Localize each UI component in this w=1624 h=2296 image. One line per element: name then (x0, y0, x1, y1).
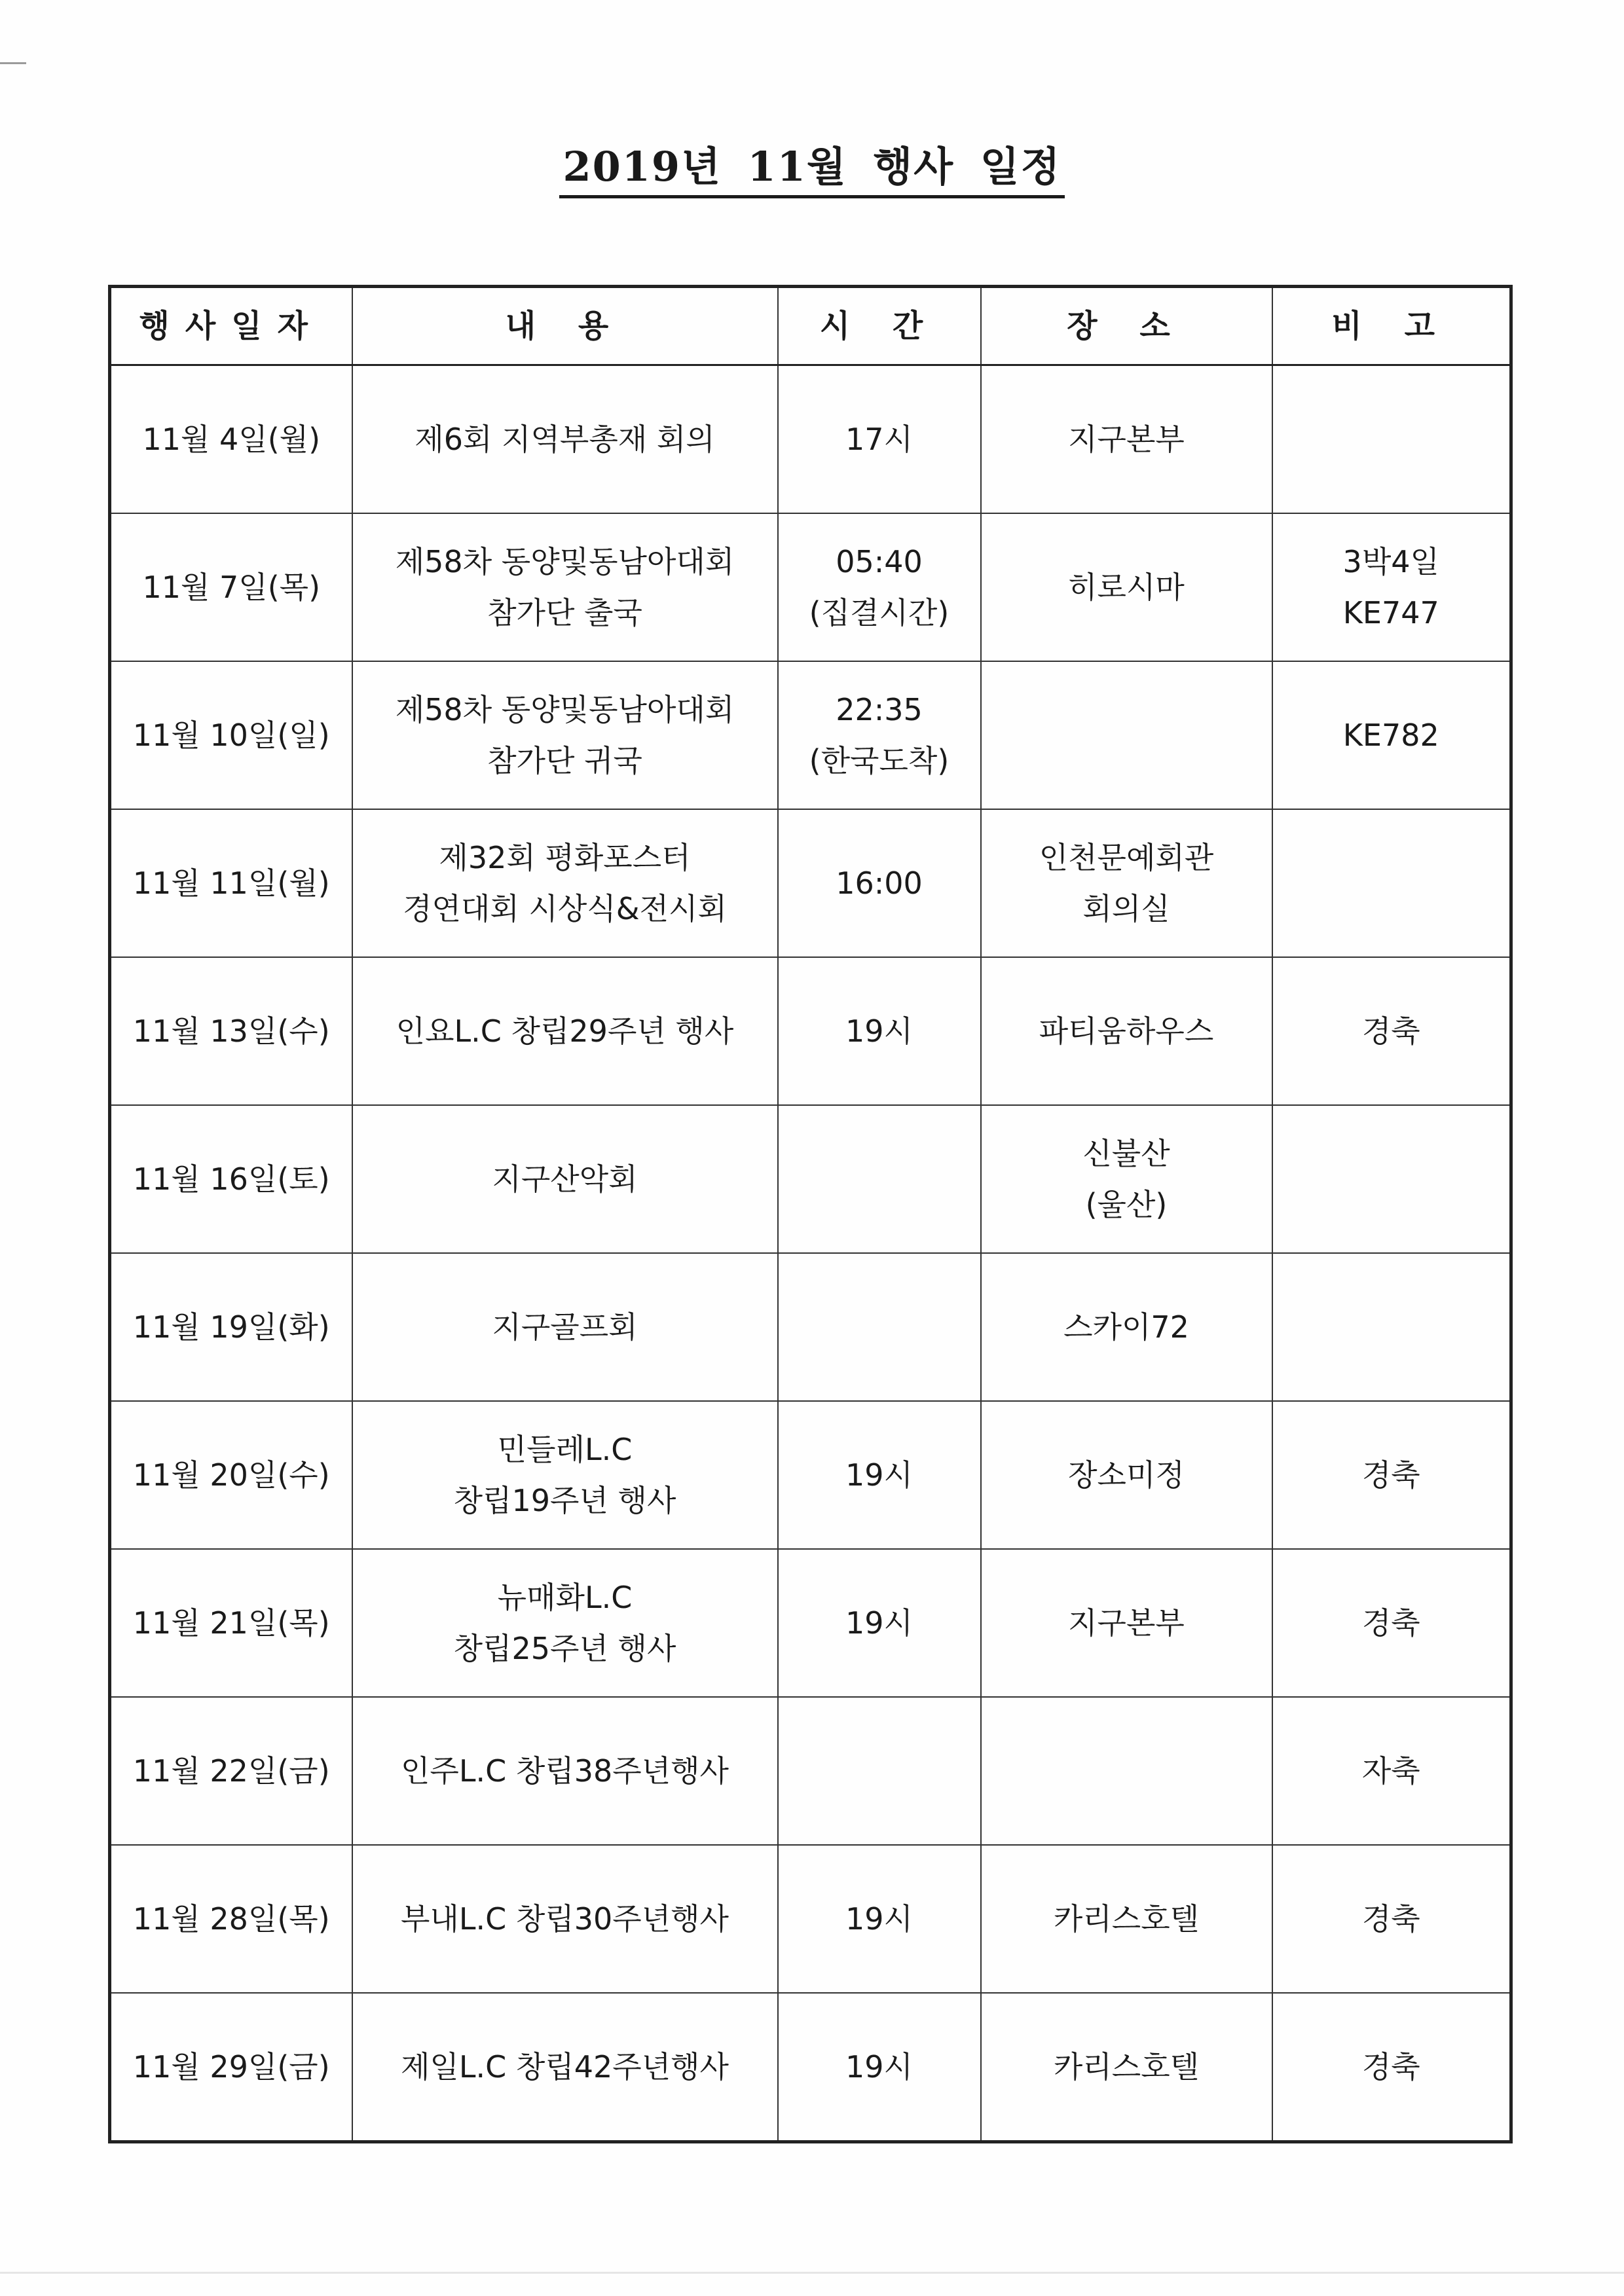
header-note: 비 고 (1272, 287, 1511, 365)
cell-time (778, 1253, 981, 1401)
cell-note-line: KE747 (1342, 595, 1439, 630)
cell-date: 11월 20일(수) (110, 1401, 352, 1549)
cell-place-line: 히로시마 (1068, 570, 1185, 605)
cell-content-line: 참가단 귀국 (487, 743, 642, 778)
cell-place-line: 인천문예회관 (1039, 840, 1214, 875)
cell-time-line: 05:40 (836, 544, 923, 579)
table-row (110, 1993, 1511, 2142)
header-place: 장 소 (981, 287, 1272, 365)
table-row (110, 1253, 1511, 1401)
table-body (110, 365, 1511, 2142)
cell-note-line: 자축 (1361, 1753, 1420, 1789)
cell-note (1272, 1105, 1511, 1253)
cell-note (1272, 809, 1511, 957)
cell-place (981, 1105, 1272, 1253)
cell-note (1272, 1845, 1511, 1993)
cell-note-line: 경축 (1361, 1457, 1420, 1493)
cell-place-line: 파티움하우스 (1039, 1013, 1214, 1049)
cell-note-line: 경축 (1361, 1605, 1420, 1641)
cell-note (1272, 1993, 1511, 2142)
cell-content (352, 1549, 778, 1697)
document-title (0, 134, 1624, 198)
scan-bottom-line (0, 2272, 1624, 2274)
cell-time-line: 22:35 (836, 692, 923, 727)
header-time: 시 간 (778, 287, 981, 365)
table-header-row (110, 287, 1511, 365)
cell-time (778, 661, 981, 809)
cell-time (778, 1105, 981, 1253)
cell-note (1272, 1401, 1511, 1549)
title-text: 2019년 11월 행사 일정 (559, 134, 1065, 198)
cell-time-line: (집결시간) (809, 595, 950, 630)
cell-time-line: 19시 (845, 1457, 913, 1493)
cell-time (778, 1401, 981, 1549)
event-schedule-table (108, 285, 1513, 2143)
cell-time-line: (한국도착) (809, 743, 950, 778)
cell-note (1272, 1253, 1511, 1401)
cell-place (981, 1401, 1272, 1549)
cell-place-line: 카리스호텔 (1053, 1901, 1200, 1937)
table-row (110, 365, 1511, 514)
cell-content-line: 제6회 지역부총재 회의 (415, 422, 715, 457)
cell-content-line: 경연대회 시상식&전시회 (403, 891, 727, 926)
cell-content-line: 제일L.C 창립42주년행사 (400, 2049, 729, 2085)
cell-content (352, 1253, 778, 1401)
cell-place-line: 스카이72 (1063, 1309, 1189, 1345)
cell-place (981, 1845, 1272, 1993)
cell-time (778, 1845, 981, 1993)
table-row (110, 1697, 1511, 1845)
cell-place (981, 513, 1272, 661)
cell-content-line: 제32회 평화포스터 (439, 840, 691, 875)
cell-content (352, 957, 778, 1105)
cell-content-line: 인요L.C 창립29주년 행사 (396, 1013, 734, 1049)
header-date: 행사일자 (110, 287, 352, 365)
cell-content-line: 민들레L.C (497, 1432, 633, 1467)
cell-content-line: 제58차 동양및동남아대회 (395, 692, 735, 727)
cell-date: 11월 16일(토) (110, 1105, 352, 1253)
cell-place (981, 661, 1272, 809)
table-row (110, 957, 1511, 1105)
cell-time (778, 957, 981, 1105)
cell-content-line: 인주L.C 창립38주년행사 (400, 1753, 729, 1789)
cell-time-line: 19시 (845, 1901, 913, 1937)
cell-content (352, 1401, 778, 1549)
cell-place-line: (울산) (1085, 1187, 1168, 1222)
cell-note (1272, 1697, 1511, 1845)
cell-place-line: 지구본부 (1068, 1605, 1185, 1641)
cell-place-line: 장소미정 (1068, 1457, 1185, 1493)
cell-content (352, 1105, 778, 1253)
cell-time-line: 16:00 (836, 866, 923, 901)
cell-time-line: 17시 (845, 422, 913, 457)
cell-content-line: 제58차 동양및동남아대회 (395, 544, 735, 579)
cell-time (778, 513, 981, 661)
cell-place-line: 카리스호텔 (1053, 2049, 1200, 2085)
cell-content (352, 1845, 778, 1993)
cell-date: 11월 10일(일) (110, 661, 352, 809)
cell-place (981, 957, 1272, 1105)
table-row (110, 809, 1511, 957)
table-row (110, 661, 1511, 809)
table-row (110, 1105, 1511, 1253)
cell-date: 11월 29일(금) (110, 1993, 352, 2142)
cell-date: 11월 7일(목) (110, 513, 352, 661)
cell-place-line: 회의실 (1082, 891, 1170, 926)
cell-note (1272, 661, 1511, 809)
scan-margin-mark (0, 62, 26, 64)
header-content: 내 용 (352, 287, 778, 365)
table-row (110, 1845, 1511, 1993)
cell-content (352, 513, 778, 661)
cell-place-line: 신불산 (1082, 1136, 1170, 1171)
cell-date: 11월 11일(월) (110, 809, 352, 957)
cell-place (981, 1993, 1272, 2142)
cell-time-line: 19시 (845, 1605, 913, 1641)
cell-note-line: KE782 (1342, 718, 1439, 753)
cell-date: 11월 19일(화) (110, 1253, 352, 1401)
cell-note (1272, 957, 1511, 1105)
cell-content (352, 1993, 778, 2142)
cell-time (778, 1993, 981, 2142)
cell-time (778, 1549, 981, 1697)
table-row (110, 1549, 1511, 1697)
cell-place (981, 1253, 1272, 1401)
cell-content (352, 661, 778, 809)
cell-note (1272, 365, 1511, 514)
cell-note-line: 3박4일 (1342, 544, 1439, 579)
cell-content-line: 지구산악회 (492, 1161, 638, 1197)
table-row (110, 513, 1511, 661)
cell-note-line: 경축 (1361, 1013, 1420, 1049)
cell-place (981, 1697, 1272, 1845)
cell-note (1272, 1549, 1511, 1697)
cell-place (981, 809, 1272, 957)
cell-content-line: 뉴매화L.C (497, 1580, 633, 1615)
cell-content (352, 1697, 778, 1845)
cell-time (778, 365, 981, 514)
cell-place (981, 365, 1272, 514)
cell-content-line: 창립25주년 행사 (453, 1631, 676, 1666)
cell-date: 11월 28일(목) (110, 1845, 352, 1993)
cell-content-line: 창립19주년 행사 (453, 1483, 676, 1518)
cell-content (352, 365, 778, 514)
cell-date: 11월 21일(목) (110, 1549, 352, 1697)
cell-time-line: 19시 (845, 2049, 913, 2085)
cell-note (1272, 513, 1511, 661)
cell-content (352, 809, 778, 957)
cell-date: 11월 22일(금) (110, 1697, 352, 1845)
cell-note-line: 경축 (1361, 1901, 1420, 1937)
cell-date: 11월 4일(월) (110, 365, 352, 514)
cell-note-line: 경축 (1361, 2049, 1420, 2085)
cell-time-line: 19시 (845, 1013, 913, 1049)
cell-content-line: 부내L.C 창립30주년행사 (400, 1901, 729, 1937)
cell-time (778, 809, 981, 957)
cell-place-line: 지구본부 (1068, 422, 1185, 457)
cell-time (778, 1697, 981, 1845)
cell-date: 11월 13일(수) (110, 957, 352, 1105)
cell-content-line: 참가단 출국 (487, 595, 642, 630)
cell-place (981, 1549, 1272, 1697)
table-row (110, 1401, 1511, 1549)
cell-content-line: 지구골프회 (492, 1309, 638, 1345)
